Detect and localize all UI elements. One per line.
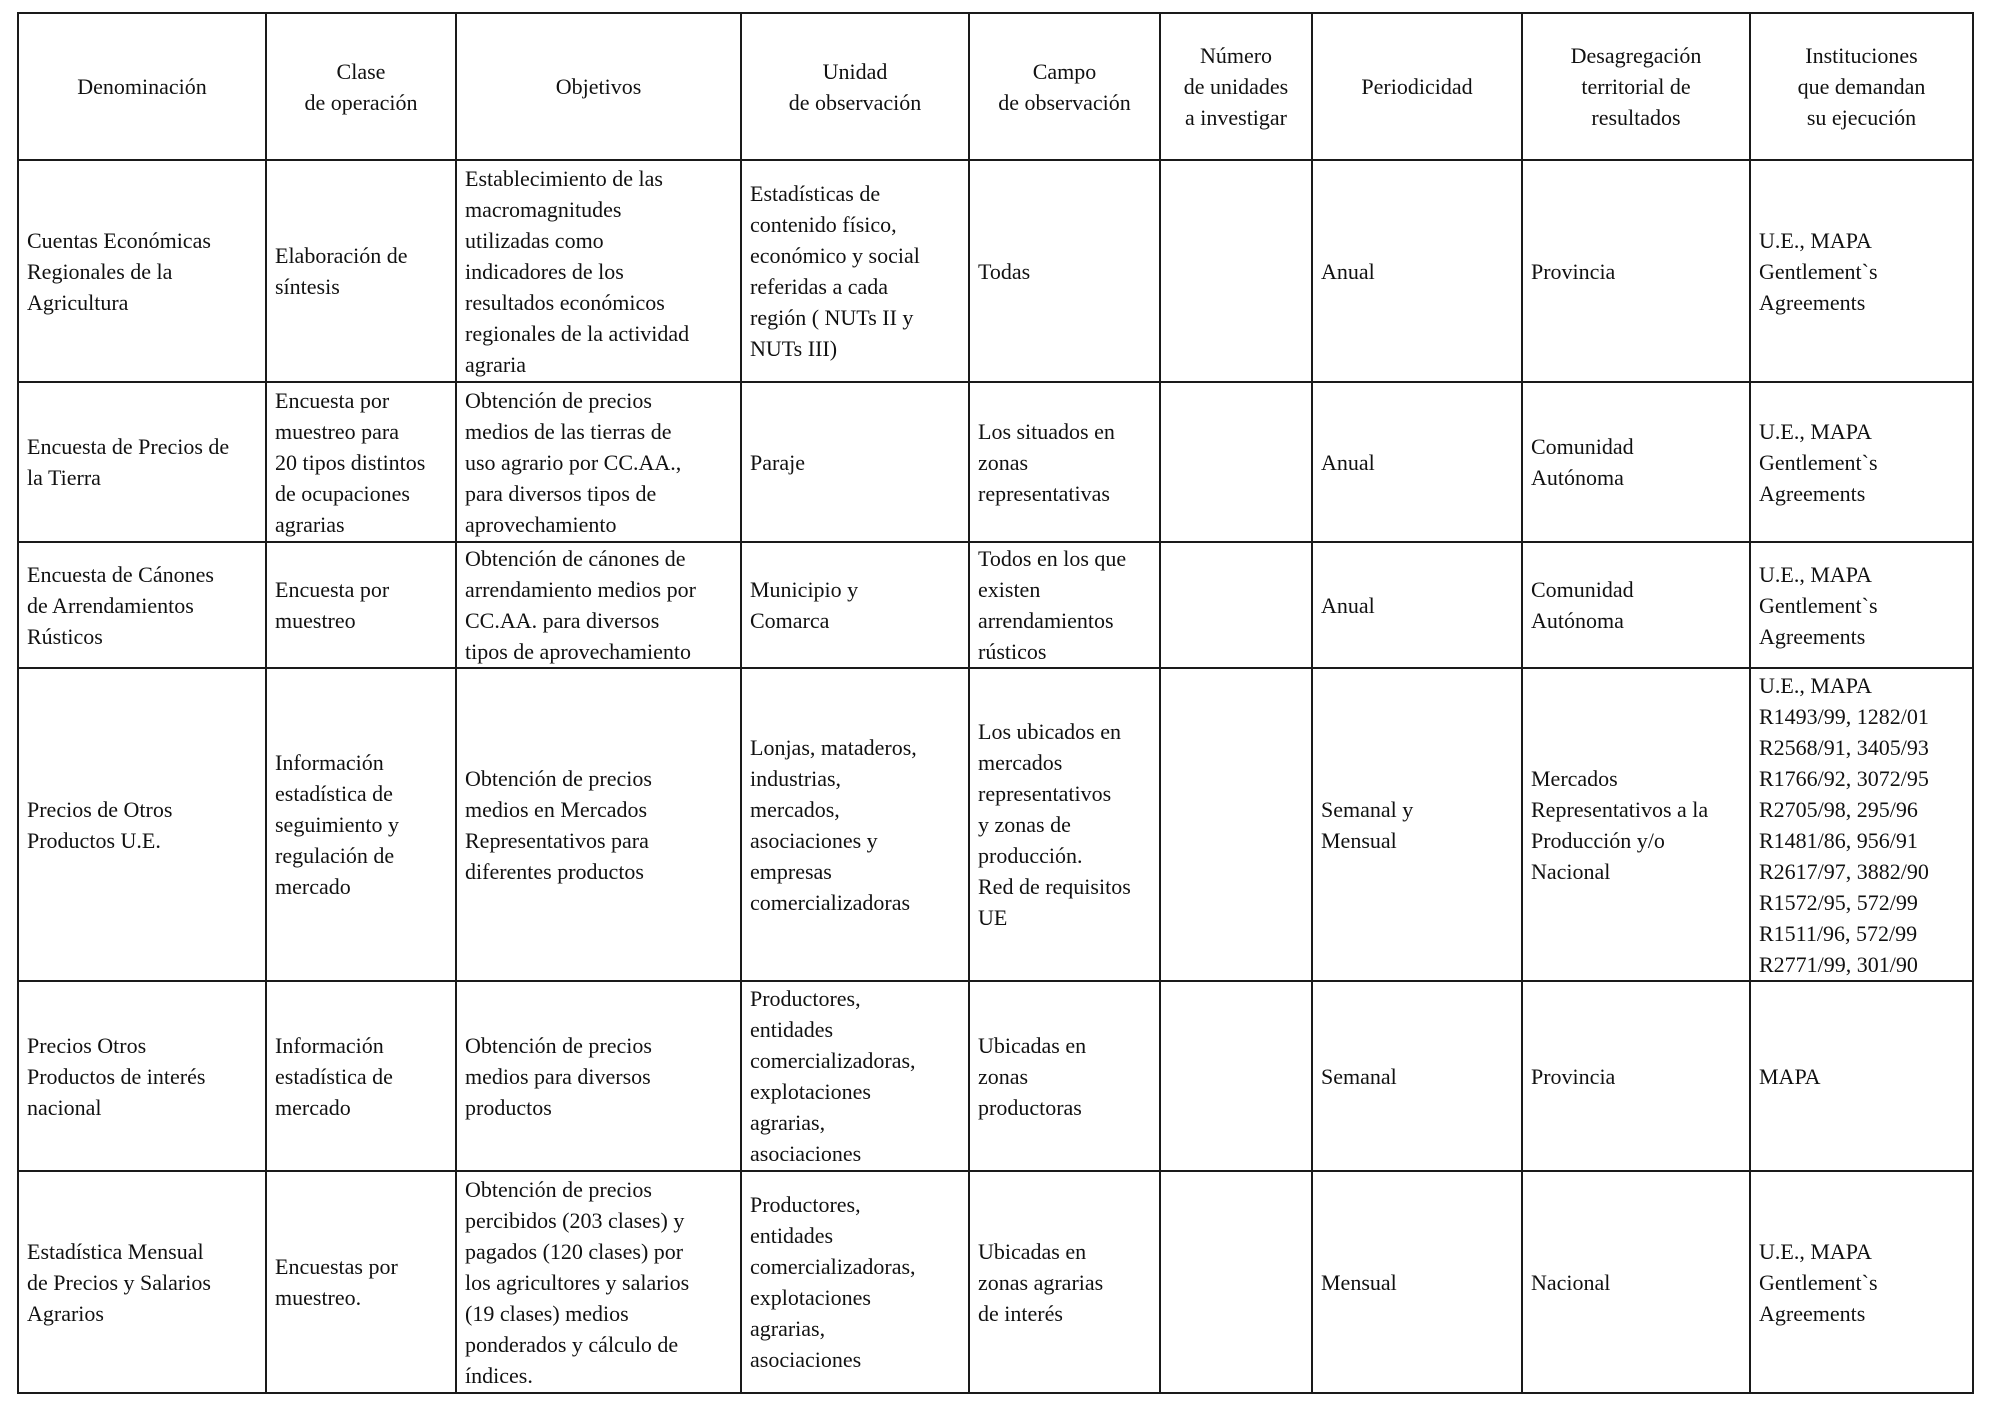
cell-clase: Información estadística de mercado bbox=[266, 981, 456, 1171]
table-row bbox=[18, 542, 1973, 668]
cell-periodicidad: Anual bbox=[1312, 382, 1522, 542]
cell-unidad: Estadísticas de contenido físico, económico y social referidas a cada región ( NUTs II y NUTs III) bbox=[741, 160, 969, 382]
cell-instituciones: U.E., MAPA R1493/99, 1282/01 R2568/91, 3405/93 R1766/92, 3072/95 R2705/98, 295/96 R1481/86, 956/91 R2617/97, 3882/90 R1572/95, 572/99 R1511/96, 572/99 R2771/99, 301/90 bbox=[1750, 668, 1973, 981]
header-clase-de-operacion: Clase de operación bbox=[266, 13, 456, 160]
cell-campo: Ubicadas en zonas productoras bbox=[969, 981, 1160, 1171]
header-instituciones: Instituciones que demandan su ejecución bbox=[1750, 13, 1973, 160]
table-row bbox=[18, 160, 1973, 382]
cell-numero bbox=[1160, 542, 1312, 668]
cell-periodicidad: Anual bbox=[1312, 160, 1522, 382]
header-numero-de-unidades: Número de unidades a investigar bbox=[1160, 13, 1312, 160]
cell-objetivos: Establecimiento de las macromagnitudes utilizadas como indicadores de los resultados económicos regionales de la actividad agraria bbox=[456, 160, 741, 382]
cell-campo: Todos en los que existen arrendamientos rústicos bbox=[969, 542, 1160, 668]
cell-instituciones: MAPA bbox=[1750, 981, 1973, 1171]
cell-denominacion: Encuesta de Precios de la Tierra bbox=[18, 382, 266, 542]
cell-objetivos: Obtención de precios medios de las tierras de uso agrario por CC.AA., para diversos tipos de aprovechamiento bbox=[456, 382, 741, 542]
cell-campo: Todas bbox=[969, 160, 1160, 382]
cell-objetivos: Obtención de precios percibidos (203 clases) y pagados (120 clases) por los agricultores y salarios (19 clases) medios ponderados y cálculo de índices. bbox=[456, 1171, 741, 1393]
statistical-operations-table bbox=[17, 12, 1974, 1394]
header-unidad-de-observacion: Unidad de observación bbox=[741, 13, 969, 160]
header-denominacion: Denominación bbox=[18, 13, 266, 160]
cell-periodicidad: Anual bbox=[1312, 542, 1522, 668]
cell-instituciones: U.E., MAPA Gentlement`s Agreements bbox=[1750, 160, 1973, 382]
cell-unidad: Productores, entidades comercializadoras, explotaciones agrarias, asociaciones bbox=[741, 981, 969, 1171]
cell-unidad: Paraje bbox=[741, 382, 969, 542]
cell-unidad: Productores, entidades comercializadoras, explotaciones agrarias, asociaciones bbox=[741, 1171, 969, 1393]
cell-clase: Encuestas por muestreo. bbox=[266, 1171, 456, 1393]
header-campo-de-observacion: Campo de observación bbox=[969, 13, 1160, 160]
cell-numero bbox=[1160, 1171, 1312, 1393]
cell-desagregacion: Provincia bbox=[1522, 981, 1750, 1171]
header-objetivos: Objetivos bbox=[456, 13, 741, 160]
cell-unidad: Municipio y Comarca bbox=[741, 542, 969, 668]
cell-denominacion: Encuesta de Cánones de Arrendamientos Rústicos bbox=[18, 542, 266, 668]
cell-clase: Encuesta por muestreo para 20 tipos distintos de ocupaciones agrarias bbox=[266, 382, 456, 542]
header-periodicidad: Periodicidad bbox=[1312, 13, 1522, 160]
cell-numero bbox=[1160, 160, 1312, 382]
cell-periodicidad: Semanal bbox=[1312, 981, 1522, 1171]
cell-clase: Información estadística de seguimiento y regulación de mercado bbox=[266, 668, 456, 981]
cell-desagregacion: Comunidad Autónoma bbox=[1522, 382, 1750, 542]
cell-periodicidad: Semanal y Mensual bbox=[1312, 668, 1522, 981]
table-row bbox=[18, 1171, 1973, 1393]
cell-objetivos: Obtención de precios medios en Mercados Representativos para diferentes productos bbox=[456, 668, 741, 981]
cell-denominacion: Precios de Otros Productos U.E. bbox=[18, 668, 266, 981]
cell-periodicidad: Mensual bbox=[1312, 1171, 1522, 1393]
cell-objetivos: Obtención de precios medios para diversos productos bbox=[456, 981, 741, 1171]
cell-numero bbox=[1160, 382, 1312, 542]
table-row bbox=[18, 668, 1973, 981]
cell-desagregacion: Provincia bbox=[1522, 160, 1750, 382]
cell-desagregacion: Mercados Representativos a la Producción y/o Nacional bbox=[1522, 668, 1750, 981]
cell-unidad: Lonjas, mataderos, industrias, mercados, asociaciones y empresas comercializadoras bbox=[741, 668, 969, 981]
cell-instituciones: U.E., MAPA Gentlement`s Agreements bbox=[1750, 1171, 1973, 1393]
cell-denominacion: Cuentas Económicas Regionales de la Agricultura bbox=[18, 160, 266, 382]
header-desagregacion-territorial: Desagregación territorial de resultados bbox=[1522, 13, 1750, 160]
header-row bbox=[18, 13, 1973, 160]
cell-denominacion: Precios Otros Productos de interés nacional bbox=[18, 981, 266, 1171]
cell-desagregacion: Comunidad Autónoma bbox=[1522, 542, 1750, 668]
cell-clase: Encuesta por muestreo bbox=[266, 542, 456, 668]
table-row bbox=[18, 382, 1973, 542]
cell-numero bbox=[1160, 668, 1312, 981]
cell-desagregacion: Nacional bbox=[1522, 1171, 1750, 1393]
cell-clase: Elaboración de síntesis bbox=[266, 160, 456, 382]
operations-sheet bbox=[17, 12, 1974, 1394]
cell-campo: Los ubicados en mercados representativos y zonas de producción. Red de requisitos UE bbox=[969, 668, 1160, 981]
cell-objetivos: Obtención de cánones de arrendamiento medios por CC.AA. para diversos tipos de aprovechamiento bbox=[456, 542, 741, 668]
cell-denominacion: Estadística Mensual de Precios y Salarios Agrarios bbox=[18, 1171, 266, 1393]
table-row bbox=[18, 981, 1973, 1171]
cell-instituciones: U.E., MAPA Gentlement`s Agreements bbox=[1750, 382, 1973, 542]
cell-campo: Ubicadas en zonas agrarias de interés bbox=[969, 1171, 1160, 1393]
cell-numero bbox=[1160, 981, 1312, 1171]
cell-instituciones: U.E., MAPA Gentlement`s Agreements bbox=[1750, 542, 1973, 668]
cell-campo: Los situados en zonas representativas bbox=[969, 382, 1160, 542]
